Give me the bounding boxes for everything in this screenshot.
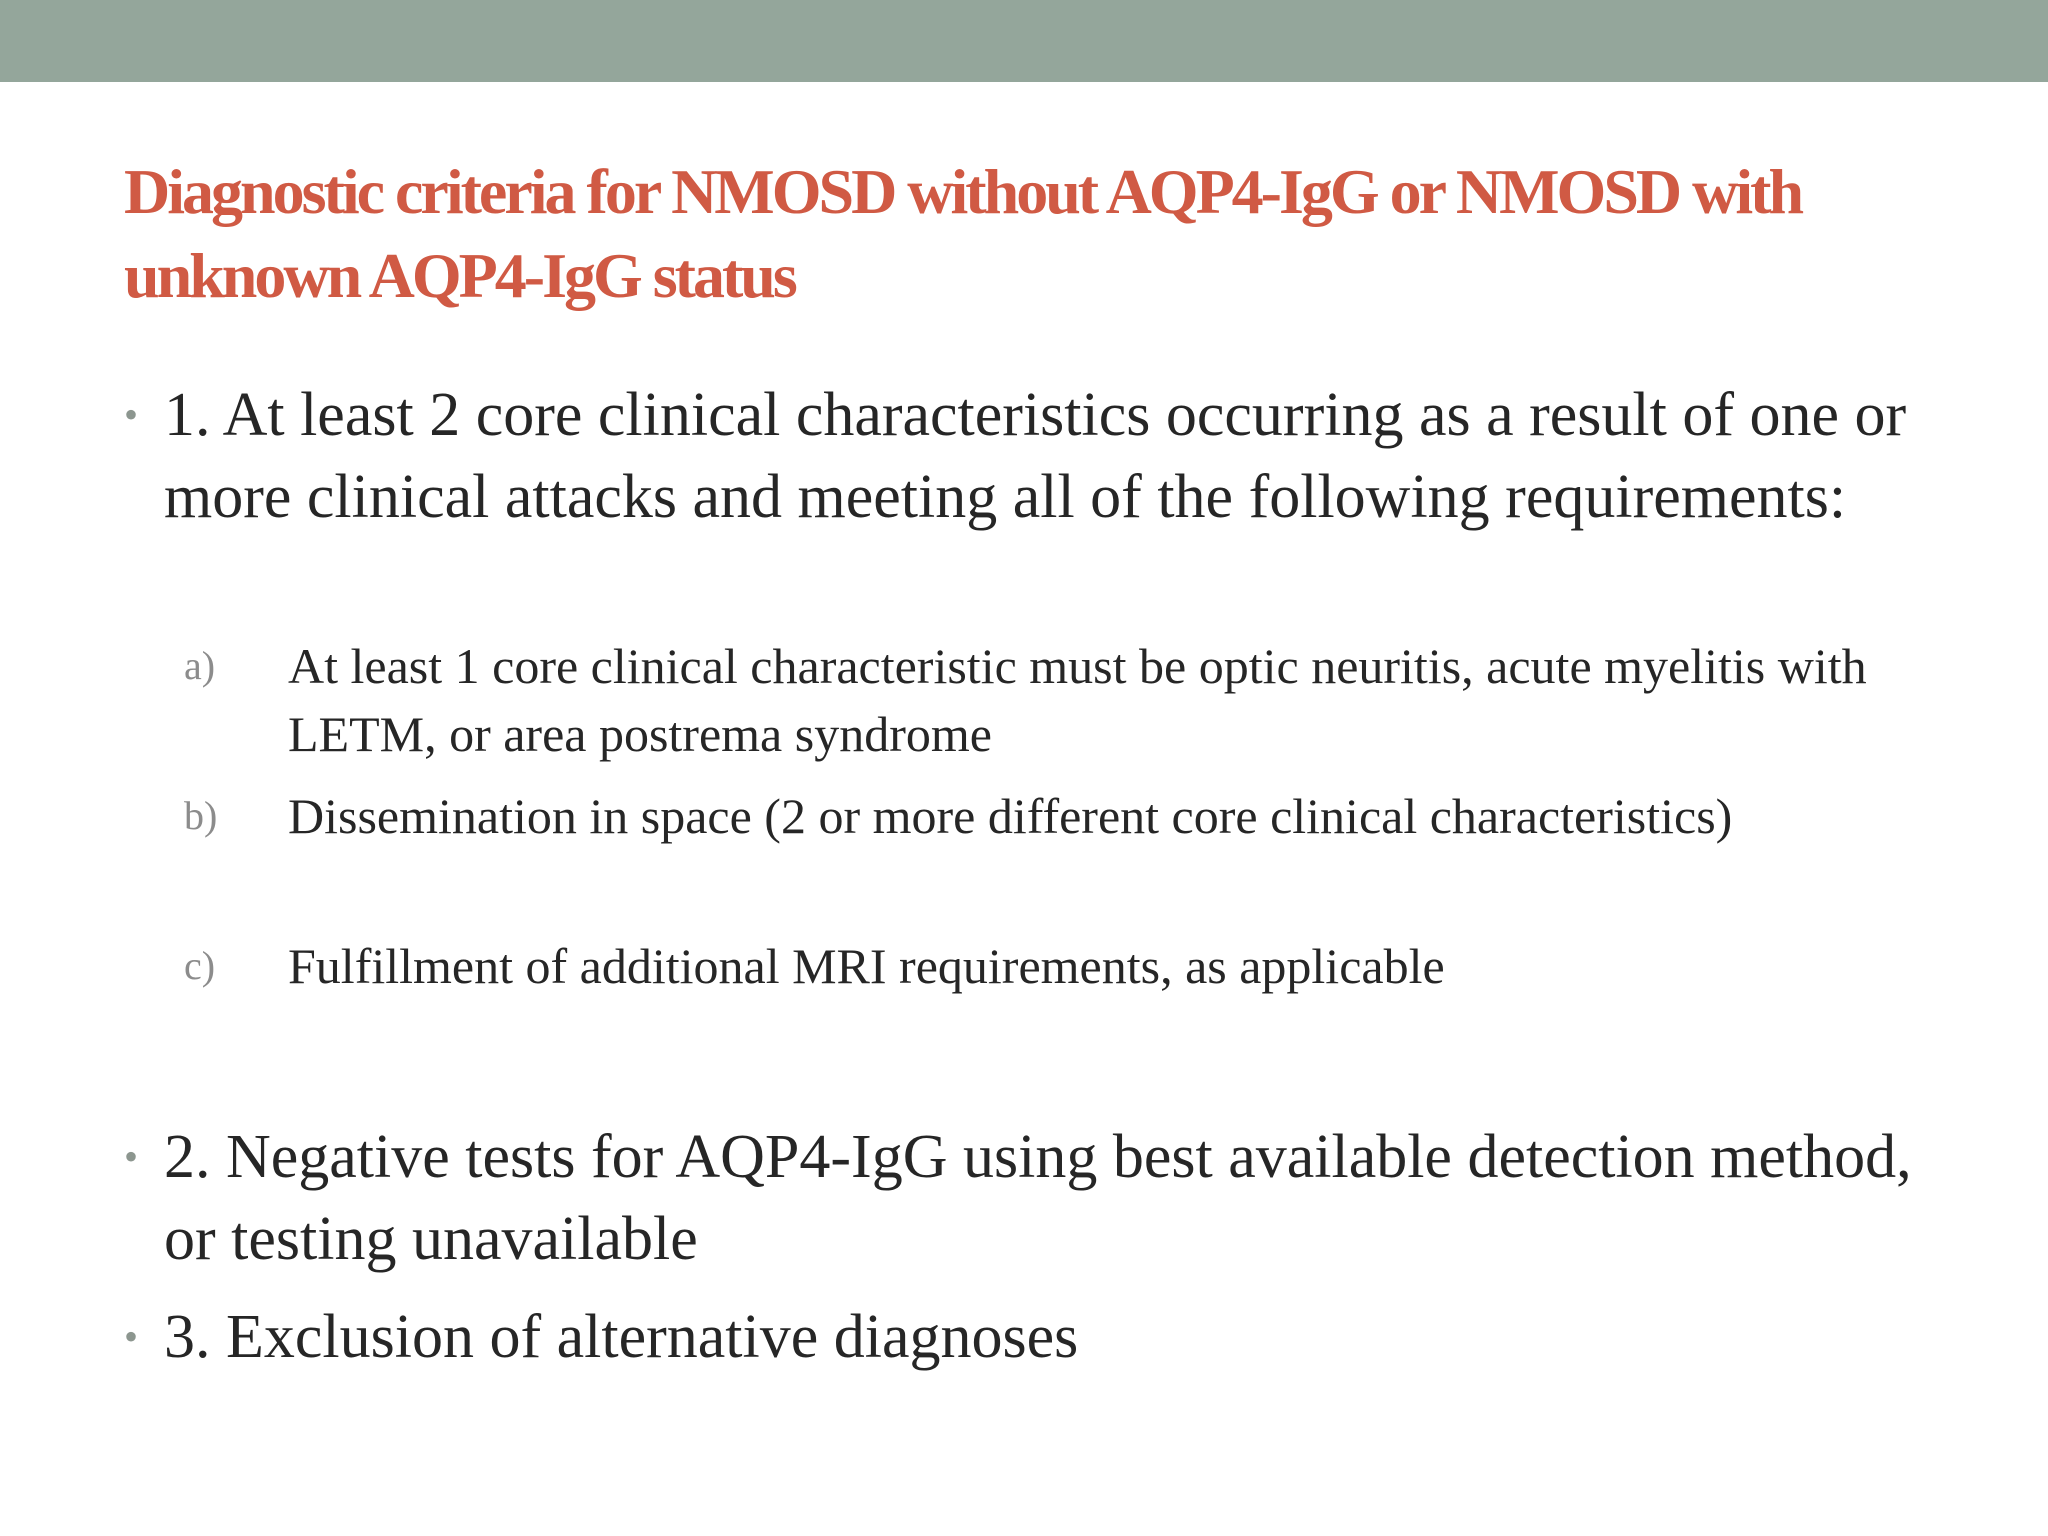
sub-item-marker: b)	[184, 793, 218, 838]
bullet-dot-icon: •	[124, 1314, 139, 1359]
bullet-text-1: 1. At least 2 core clinical characteristics occurring as a result of one or more clinical attacks and meeting all of the following requirements:	[164, 381, 1907, 531]
top-banner	[0, 0, 2048, 82]
bullet-dot-icon: •	[124, 392, 139, 437]
sub-item-text: At least 1 core clinical characteristic must be optic neuritis, acute myelitis with LETM, or area postrema syndrome	[288, 638, 1867, 762]
bullet-dot-icon: •	[124, 1134, 139, 1179]
sub-item-text: Dissemination in space (2 or more different core clinical characteristics)	[288, 788, 1733, 844]
bullet-text-3: 3. Exclusion of alternative diagnoses	[164, 1303, 1079, 1371]
bullet-text-2: 2. Negative tests for AQP4-IgG using best available detection method, or testing unavailable	[164, 1123, 1912, 1273]
sub-item-marker: c)	[184, 943, 216, 988]
sub-item-text: Fulfillment of additional MRI requirements, as applicable	[288, 938, 1445, 994]
sub-item-marker: a)	[184, 643, 216, 688]
slide-title: Diagnostic criteria for NMOSD without AQP4-IgG or NMOSD with unknown AQP4-IgG status	[124, 156, 1802, 311]
